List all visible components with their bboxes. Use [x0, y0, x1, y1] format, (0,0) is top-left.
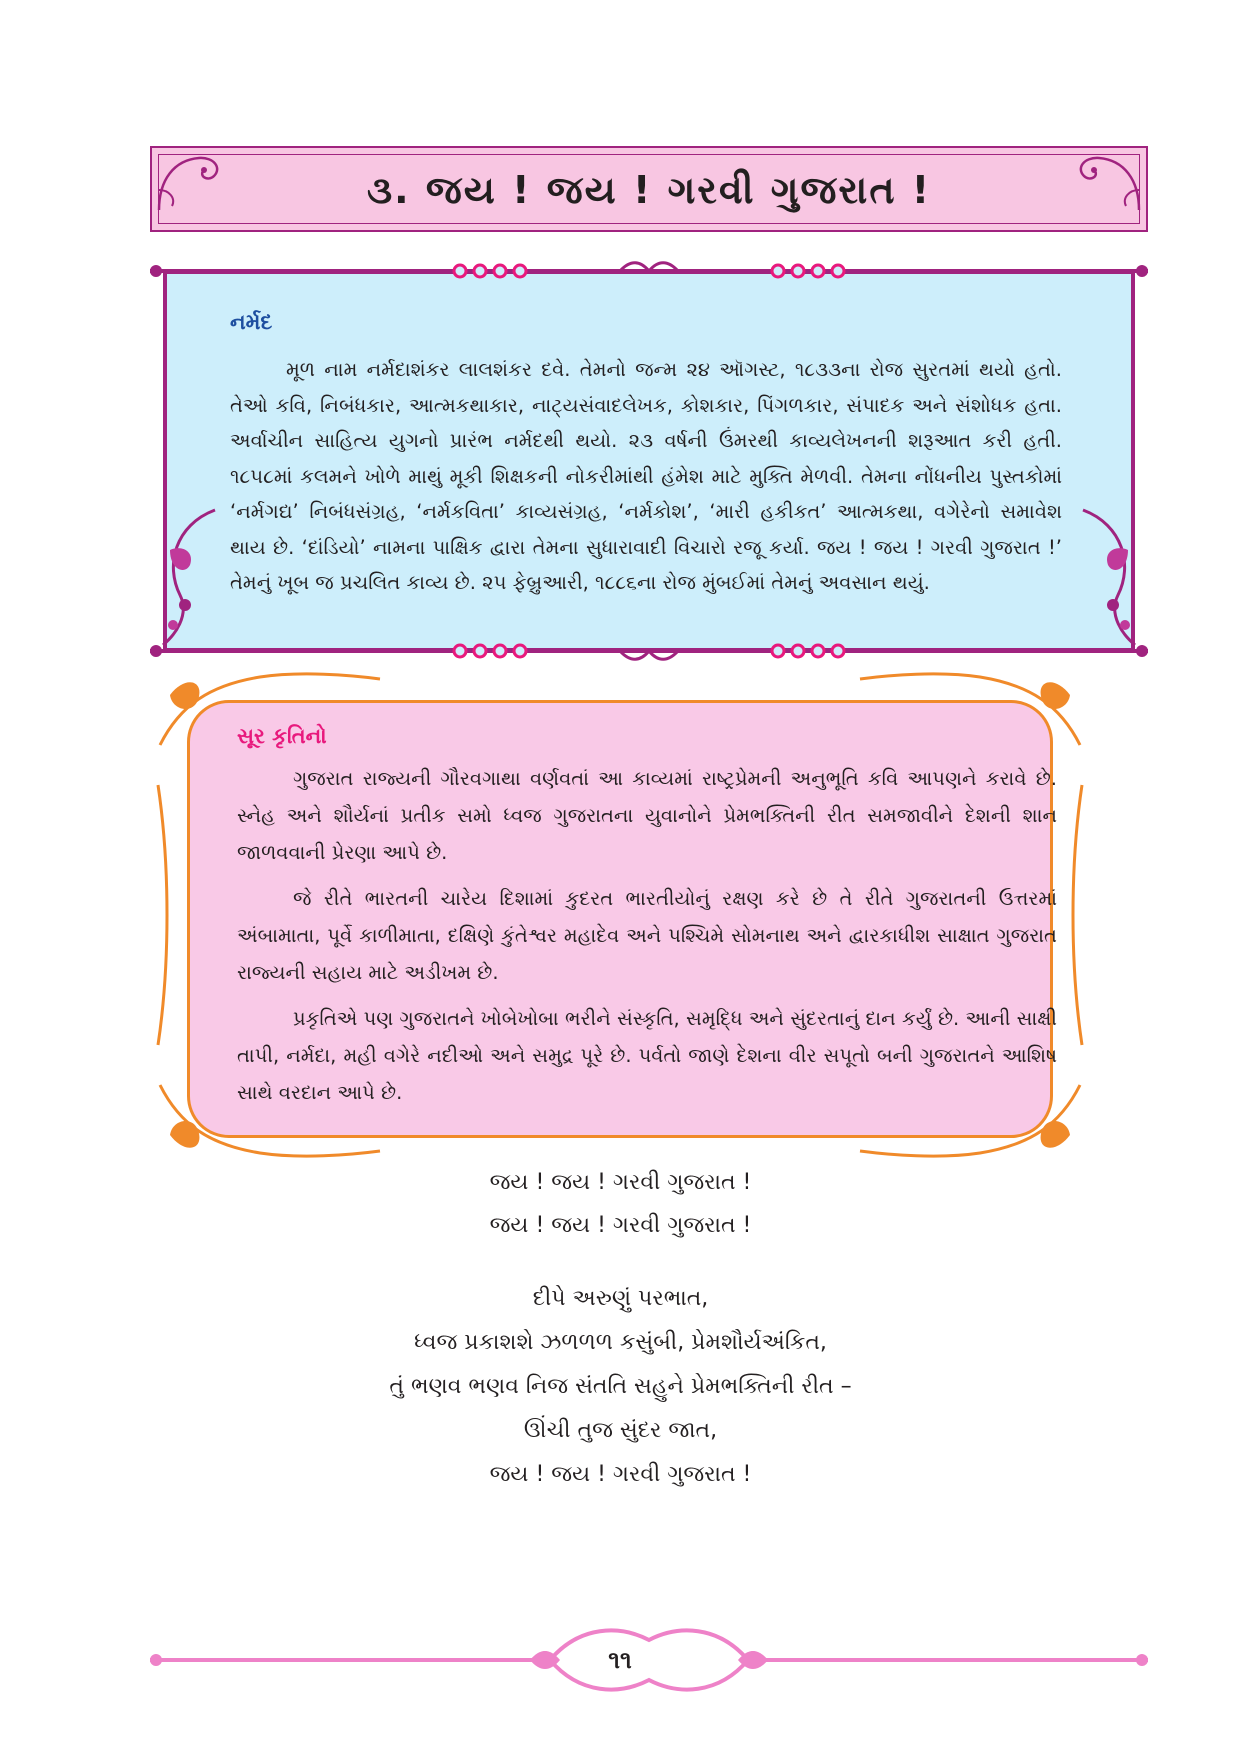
page-title: ૩. જય ! જય ! ગરવી ગુજરાત ! [366, 168, 932, 212]
floral-side-ornament-icon [155, 505, 225, 650]
poem-line: ધ્વજ પ્રકાશશે ઝળળળ કસુંબી, પ્રેમશૌર્યઅંકિત, [414, 1330, 827, 1355]
poem-line: જય ! જય ! ગરવી ગુજરાત ! [489, 1170, 752, 1195]
poem-line: જય ! જય ! ગરવી ગુજરાત ! [489, 1462, 752, 1487]
bio-top-border-ornament [150, 258, 1148, 284]
page-number: ૧૧ [608, 1646, 632, 1674]
summary-heading: સૂર કૃતિનો [237, 724, 327, 748]
corner-flourish-icon [1064, 150, 1144, 220]
summary-paragraph: જે રીતે ભારતની ચારેય દિશામાં કુદરત ભારતીયોનું રક્ષણ કરે છે તે રીતે ગુજરાતની ઉત્તરમાં અંબામાતા, પૂર્વે કાળીમાતા, દક્ષિણે કુંતેશ્વર મહાદેવ અને પશ્ચિમે સોમનાથ અને દ્વારકાધીશ સાક્ષાત ગુજરાત રાજ્યની સહાય માટે અડીખમ છે. [237, 887, 1057, 984]
summary-paragraph: પ્રકૃતિએ પણ ગુજરાતને ખોબેખોબા ભરીને સંસ્કૃતિ, સમૃદ્ધિ અને સુંદરતાનું દાન કર્યું છે. આની સાક્ષી તાપી, નર્મદા, મહી વગેરે નદીઓ અને સમુદ્ર પૂરે છે. પર્વતો જાણે દેશના વીર સપૂતો બની ગુજરાતને આશિષ સાથે વરદાન આપે છે. [237, 1007, 1057, 1104]
poem-line: દીપે અરુણું પરભાત, [532, 1286, 709, 1311]
poem-line: જય ! જય ! ગરવી ગુજરાત ! [489, 1213, 752, 1238]
corner-flourish-icon [154, 150, 234, 220]
bio-heading: નર્મદ [230, 310, 273, 334]
summary-paragraph: ગુજરાત રાજ્યની ગૌરવગાથા વર્ણવતાં આ કાવ્યમાં રાષ્ટ્રપ્રેમની અનુભૂતિ કવિ આપણને કરાવે છે. સ્નેહ અને શૌર્યનાં પ્રતીક સમો ધ્વજ ગુજરાતના યુવાનોને પ્રેમભક્તિની રીત સમજાવીને દેશની શાન જાળવવાની પ્રેરણા આપે છે. [237, 767, 1057, 864]
poem-line: તું ભણવ ભણવ નિજ સંતતિ સહુને પ્રેમભક્તિની રીત – [389, 1374, 852, 1399]
bio-text: મૂળ નામ નર્મદાશંકર લાલશંકર દવે. તેમનો જન્મ ૨૪ ઑગસ્ટ, ૧૮૩૩ના રોજ સુરતમાં થયો હતો. તેઓ કવિ, નિબંધકાર, આત્મકથાકાર, નાટ્યસંવાદલેખક, કોશકાર, પિંગળકાર, સંપાદક અને સંશોધક હતા. અર્વાચીન સાહિત્ય યુગનો પ્રારંભ નર્મદથી થયો. ૨૩ વર્ષની ઉંમરથી કાવ્યલેખનની શરૂઆત કરી હતી. ૧૮૫૮માં કલમને ખોળે માથું મૂકી શિક્ષકની નોકરીમાંથી હંમેશ માટે મુક્તિ મેળવી. તેમના નોંધનીય પુસ્તકોમાં ‘નર્મગદ્ય’ નિબંધસંગ્રહ, ‘નર્મકવિતા’ કાવ્યસંગ્રહ, ‘નર્મકોશ’, ‘મારી હકીકત’ આત્મકથા, વગેરેનો સમાવેશ થાય છે. ‘દાંડિયો’ નામના પાક્ષિક દ્વારા તેમના સુધારાવાદી વિચારો રજૂ કર્યા. જય ! જય ! ગરવી ગુજરાત !’ તેમનું ખૂબ જ પ્રચલિત કાવ્ય છે. ૨૫ ફેબ્રુઆરી, ૧૮૮૬ના રોજ મુંબઈમાં તેમનું અવસાન થયું. [230, 358, 1062, 594]
poem-line: ઊંચી તુજ સુંદર જાત, [523, 1418, 718, 1443]
floral-side-ornament-icon [1073, 505, 1143, 650]
bio-bottom-border-ornament [150, 638, 1148, 664]
title-banner [150, 146, 1148, 232]
